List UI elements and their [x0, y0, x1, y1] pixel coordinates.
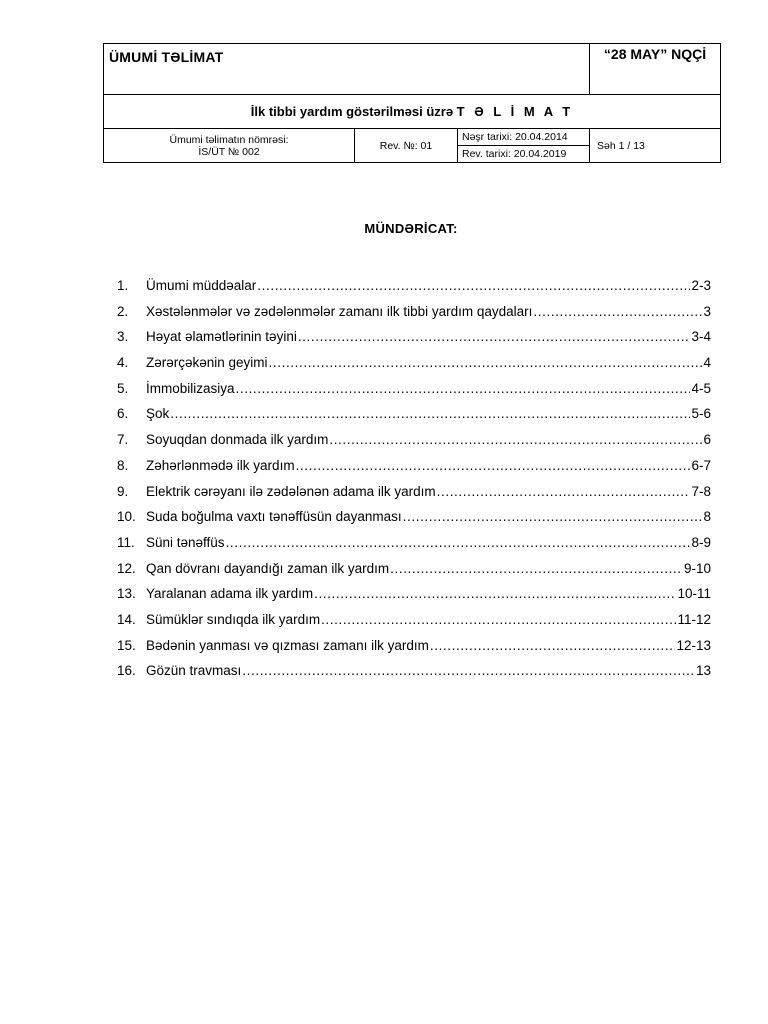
toc-entry-page: 6-7	[691, 457, 711, 473]
toc-entry-number: 4.	[117, 355, 129, 371]
toc-entry-number: 7.	[117, 432, 129, 448]
toc-leader-dots	[242, 663, 695, 678]
toc-leader-dots	[329, 432, 702, 447]
subject-word: T Ə L İ M A T	[456, 104, 574, 119]
toc-entry-page: 2-3	[691, 278, 711, 293]
toc-entry-number: 3.	[117, 329, 129, 345]
toc-entry-number: 14.	[117, 611, 136, 627]
toc-entry-page: 8-9	[691, 534, 711, 550]
toc-entry-page: 4	[703, 355, 711, 371]
toc-entry-number: 6.	[117, 406, 129, 422]
toc-entry	[117, 406, 711, 432]
toc-entry-page: 7-8	[691, 483, 711, 499]
toc-entry-number: 9.	[117, 483, 129, 499]
toc-title: MÜNDƏRİCAT:	[364, 221, 458, 236]
toc-leader-dots	[298, 329, 691, 344]
toc-entry-page: 9-10	[683, 560, 711, 576]
publish-date: Nəşr tarixi: 20.04.2014	[458, 129, 589, 146]
instruction-number-value: İS/ÜT № 002	[198, 146, 260, 158]
toc-leader-dots	[170, 406, 690, 421]
toc-entry-label: Süni tənəffüs	[146, 534, 225, 550]
toc-entry-page: 12-13	[676, 637, 711, 653]
toc-entry-page: 8	[703, 509, 711, 525]
revision-date: Rev. tarixi: 20.04.2019	[462, 148, 567, 160]
toc-leader-dots	[533, 304, 702, 319]
toc-entry-number: 15.	[117, 637, 136, 653]
toc-entry	[117, 561, 711, 587]
toc-entry	[117, 638, 711, 664]
dates-cell	[458, 129, 590, 163]
toc-entry-page: 4-5	[691, 380, 711, 396]
toc-entry-label: Həyat əlamətlərinin təyini	[146, 329, 297, 345]
toc-entry	[117, 278, 711, 304]
document-subject	[104, 95, 721, 129]
toc-leader-dots	[296, 458, 691, 473]
toc-leader-dots	[430, 638, 676, 653]
toc-leader-dots	[403, 509, 703, 524]
page-info: Səh 1 / 13	[590, 129, 721, 163]
toc-entry-label: Xəstələnmələr və zədələnmələr zamanı ilk tibbi yardım qaydaları	[146, 303, 533, 319]
toc-entry-label: Soyuqdan donmada ilk yardım	[146, 432, 329, 448]
toc-entry	[117, 381, 711, 407]
toc-leader-dots	[321, 612, 676, 627]
toc-leader-dots	[269, 355, 703, 370]
toc-entry	[117, 535, 711, 561]
toc-entry-label: Suda boğulma vaxtı tənəffüsün dayanması	[146, 509, 402, 525]
toc-leader-dots	[437, 484, 691, 499]
instruction-number-label: Ümumi təlimatın nömrəsi:	[169, 134, 289, 146]
toc-entry-number: 10.	[117, 509, 136, 525]
toc-entry	[117, 329, 711, 355]
toc-entry-number: 5.	[117, 380, 129, 396]
toc-entry-label: Bədənin yanması və qızması zamanı ilk yardım	[146, 637, 429, 653]
toc-entry	[117, 612, 711, 638]
table-of-contents	[117, 278, 711, 689]
toc-leader-dots	[314, 586, 676, 601]
toc-entry	[117, 509, 711, 535]
subject-prefix: İlk tibbi yardım göstərilməsi üzrə	[250, 104, 454, 119]
toc-entry-number: 13.	[117, 586, 136, 602]
document-type: ÜMUMİ TƏLİMAT	[104, 44, 590, 95]
toc-entry	[117, 586, 711, 612]
toc-entry-number: 8.	[117, 457, 129, 473]
toc-entry	[117, 484, 711, 510]
toc-entry-number: 1.	[117, 278, 129, 293]
toc-entry-label: Ümumi müddəalar	[146, 278, 257, 293]
toc-entry-page: 3-4	[691, 329, 711, 345]
toc-entry-label: Sümüklər sındıqda ilk yardım	[146, 611, 321, 627]
toc-entry-label: İmmobilizasiya	[146, 380, 235, 396]
toc-entry-page: 10-11	[677, 586, 711, 602]
toc-entry-number: 2.	[117, 303, 129, 319]
toc-leader-dots	[226, 535, 691, 550]
toc-entry	[117, 355, 711, 381]
toc-entry-page: 11-12	[677, 611, 711, 627]
toc-entry-page: 5-6	[691, 406, 711, 422]
toc-entry-label: Zərərçəkənin geyimi	[146, 355, 268, 371]
toc-entry-label: Gözün travması	[146, 663, 242, 679]
instruction-number-cell	[104, 129, 355, 163]
toc-entry	[117, 458, 711, 484]
toc-entry-page: 6	[703, 432, 711, 448]
toc-leader-dots	[236, 381, 691, 396]
toc-entry-page: 13	[695, 663, 711, 679]
toc-entry-number: 16.	[117, 663, 136, 679]
toc-entry-label: Elektrik cərəyanı ilə zədələnən adama ilk yardım	[146, 483, 436, 499]
toc-leader-dots	[257, 278, 690, 293]
toc-leader-dots	[390, 561, 683, 576]
toc-entry-label: Qan dövranı dayandığı zaman ilk yardım	[146, 560, 390, 576]
toc-entry	[117, 663, 711, 689]
toc-entry	[117, 432, 711, 458]
revision-number: Rev. №: 01	[355, 129, 458, 163]
toc-entry	[117, 304, 711, 330]
company-name: “28 MAY” NQÇİ	[590, 44, 721, 95]
document-header-table	[103, 43, 721, 163]
toc-entry-label: Şok	[146, 406, 170, 422]
toc-entry-label: Zəhərlənmədə ilk yardım	[146, 457, 295, 473]
toc-entry-number: 11.	[117, 534, 135, 550]
toc-entry-label: Yaralanan adama ilk yardım	[146, 586, 314, 602]
toc-entry-page: 3	[703, 303, 711, 319]
toc-entry-number: 12.	[117, 560, 136, 576]
